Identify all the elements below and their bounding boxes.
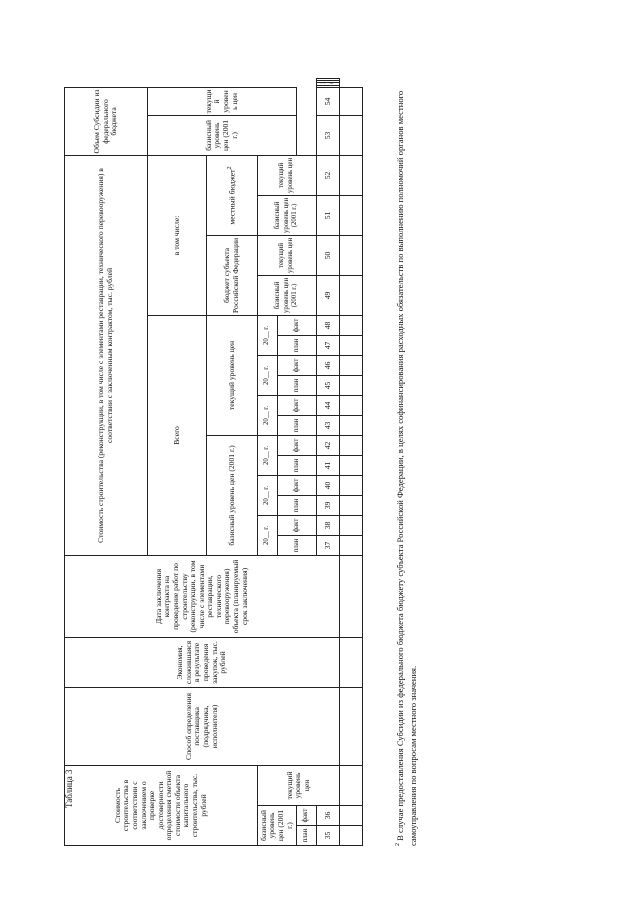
footnote: [392, 86, 420, 846]
table-cell: [340, 555, 363, 637]
column-number: 49: [317, 275, 340, 315]
column-number: 41: [317, 455, 340, 475]
column-number: 47: [317, 335, 340, 355]
column-number: 50: [317, 235, 340, 275]
data-table: [64, 78, 363, 846]
header-subsidy: Объем Субсидии из федерального бюджета: [65, 87, 148, 155]
header-fact: факт: [278, 515, 317, 535]
header-regional-current: текущий уровень цен: [258, 235, 317, 275]
header-plan: план: [278, 415, 317, 435]
column-number: 43: [317, 415, 340, 435]
header-local-budget: [207, 155, 258, 235]
header-total: Всего: [148, 315, 207, 555]
table-cell: [340, 375, 363, 395]
local-budget-label: местный бюджет: [227, 169, 237, 225]
column-number: 35: [317, 826, 340, 846]
header-plan: план: [278, 335, 317, 355]
column-number: 53: [317, 115, 340, 155]
column-number: 44: [317, 395, 340, 415]
table-cell: [340, 155, 363, 195]
column-number: 52: [317, 155, 340, 195]
header-subsidy-base: базисный уровень цен (2001 г.): [148, 115, 297, 155]
header-local-current: текущий уровень цен: [258, 155, 317, 195]
header-year-2: 20__ г.: [258, 475, 278, 515]
table-cell: [340, 515, 363, 535]
column-number: 40: [317, 475, 340, 495]
column-number: 48: [317, 315, 340, 335]
column-number: 54: [317, 87, 340, 115]
column-number: 45: [317, 375, 340, 395]
table-cell: [340, 235, 363, 275]
column-number: [317, 85, 340, 87]
table-cell: [340, 806, 363, 826]
header-contract-date: Дата заключения контракта на проведение работ по строительству (реконструкции, в том числе с элементами реставрации, технического перевооружения) объекта (планируемый срок заключения): [65, 555, 340, 637]
column-number: 36: [317, 806, 340, 826]
header-year-5: 20__ г.: [258, 355, 278, 395]
rotated-table: [64, 78, 363, 846]
table-cell: [340, 395, 363, 415]
column-number: 46: [317, 355, 340, 375]
header-cost-current: текущий уровень цен: [258, 765, 340, 805]
header-year-3: 20__ г.: [258, 435, 278, 475]
header-method: Способ определения поставщика (подрядчика, исполнителя): [65, 687, 340, 765]
table-cell: [340, 637, 363, 687]
header-plan: план: [278, 455, 317, 475]
footnote-mark: 2: [395, 843, 401, 846]
header-savings: Экономия, сложившаяся в результате проведения закупок, тыс. рублей: [65, 637, 340, 687]
header-regional-base: базисный уровень цен (2001 г.): [258, 275, 317, 315]
header-year-6: 20__ г.: [258, 315, 278, 355]
header-subsidy-current: текущий уровень цен: [148, 87, 297, 115]
header-including: в том числе:: [148, 155, 207, 315]
header-total-current: текущий уровень цен: [207, 315, 258, 435]
header-cost-base: базисный уровень цен (2001 г.): [258, 806, 297, 846]
header-plan: план: [278, 495, 317, 515]
table-cell: [340, 335, 363, 355]
data-row-empty: [340, 79, 363, 846]
table-cell: [340, 687, 363, 765]
column-number: 37: [317, 535, 340, 555]
header-year-4: 20__ г.: [258, 395, 278, 435]
column-number: 38: [317, 515, 340, 535]
header-cost-estimate: Стоимость строительства в соответствии с заключением о проверке достоверности определения сметной стоимости объекта капитального строительства, тыс. рублей: [65, 765, 258, 845]
header-fact: факт: [278, 435, 317, 455]
table-cell: [340, 315, 363, 335]
table-cell: [340, 495, 363, 515]
table-cell: [340, 765, 363, 805]
header-fact: факт: [278, 355, 317, 375]
table-title: Таблица 3: [64, 769, 74, 808]
header-year-1: 20__ г.: [258, 515, 278, 555]
header-fact: факт: [278, 475, 317, 495]
header-total-base: базисный уровень цен (2001 г.): [207, 435, 258, 555]
table-cell: [340, 435, 363, 455]
column-number: 51: [317, 195, 340, 235]
header-fact: факт: [278, 395, 317, 415]
local-budget-footnote-mark: 2: [226, 166, 234, 170]
header-plan: план: [278, 375, 317, 395]
header-fact: факт: [278, 315, 317, 335]
column-number: 42: [317, 435, 340, 455]
column-number: 39: [317, 495, 340, 515]
table-cell: [340, 195, 363, 235]
footnote-text: В случае предоставления Субсидии из федерального бюджета бюджету субъекта Российской Федерации, в целях софинансирования расходных обязательств по выполнению полномочий органов местного самоуправления по вопросам местного значения.: [394, 90, 418, 846]
table-cell: [340, 455, 363, 475]
table-cell: [340, 826, 363, 846]
table-cell: [340, 415, 363, 435]
header-regional-budget: бюджет субъекта Российской Федерации: [207, 235, 258, 315]
table-cell: [340, 87, 363, 115]
header-local-base: базисный уровень цен (2001 г.): [258, 195, 317, 235]
header-plan: план: [297, 826, 317, 846]
table-cell: [340, 535, 363, 555]
header-fact: факт: [297, 806, 317, 826]
header-contract-cost: Стоимость строительства (реконструкции, в том числе с элементами реставрации, технического перевооружения) в соответствии с заключенным контрактом, тыс. рублей: [65, 155, 148, 555]
table-cell: [340, 115, 363, 155]
table-cell: [340, 355, 363, 375]
table-cell: [340, 275, 363, 315]
table-cell: [340, 475, 363, 495]
header-plan: план: [278, 535, 317, 555]
